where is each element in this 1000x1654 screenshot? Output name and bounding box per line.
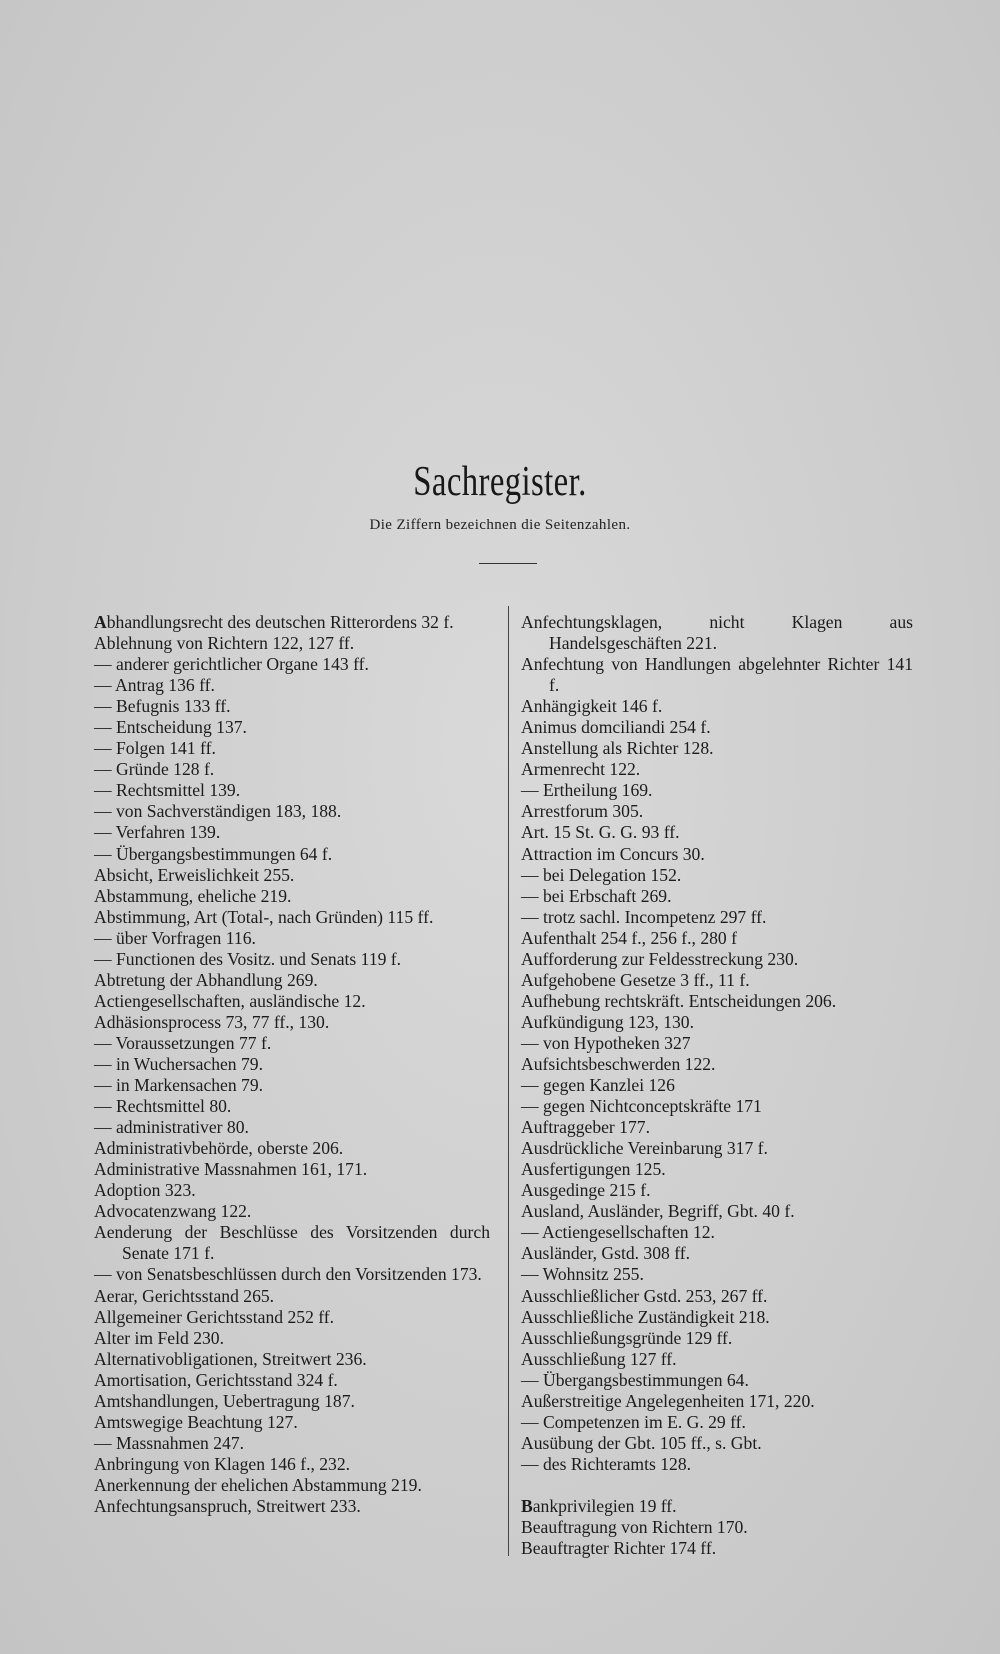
index-entry [521,1307,913,1328]
index-entry [521,801,913,822]
index-entry [521,928,913,949]
index-entry [94,865,490,886]
index-entry-text: Advocatenzwang 122. [94,1201,252,1222]
index-entry-text: Administrativbehörde, oberste 206. [94,1138,344,1159]
index-entry-text: — Übergangsbestimmungen 64. [521,1369,749,1390]
index-entry [94,1264,490,1285]
index-entry-text: — Gründe 128 f. [94,759,215,780]
index-entry-text: Aufsichtsbeschwerden 122. [521,1053,716,1074]
index-entry [521,1538,913,1559]
index-entry-text: Aufforderung zur Feldesstreckung 230. [521,948,799,969]
index-entry-text: — Folgen 141 ff. [94,738,216,759]
index-entry [94,1307,490,1328]
index-entry [94,780,490,801]
index-entry-text: Anfechtungsklagen, nicht Klagen aus Handelsgeschäften 221. [521,612,913,654]
index-entry [521,1117,913,1138]
index-entry-initial: B [521,1495,533,1516]
index-entry [94,1328,490,1349]
index-entry-text: — Wohnsitz 255. [521,1264,644,1285]
index-entry-text: Amtswegige Beachtung 127. [94,1411,298,1432]
index-entry-text: — anderer gerichtlicher Organe 143 ff. [94,654,369,675]
index-entry [94,949,490,970]
index-entry-text: Ausgedinge 215 f. [521,1180,651,1201]
index-entry-text: — Massnahmen 247. [94,1432,245,1453]
index-entry-text: ankprivilegien 19 ff. [532,1495,677,1516]
index-entry [521,1159,913,1180]
index-entry [94,970,490,991]
index-entry-text: — Ertheilung 169. [521,780,653,801]
index-entry [94,1222,490,1264]
index-entry-text: Anstellung als Richter 128. [521,738,714,759]
index-entry [94,801,490,822]
index-entry-text: — Übergangsbestimmungen 64 f. [94,843,333,864]
index-entry [94,1370,490,1391]
index-entry [94,759,490,780]
index-entry-text: — Entscheidung 137. [94,717,247,738]
index-entry-text: Aufkündigung 123, 130. [521,1011,694,1032]
index-entry [521,717,913,738]
index-entry [94,886,490,907]
index-entry-text: Ausschließung 127 ff. [521,1348,677,1369]
index-entry [521,654,913,696]
index-entry [521,696,913,717]
index-entry [521,780,913,801]
index-entry-text: Anhängigkeit 146 f. [521,696,663,717]
index-entry-text: bhandlungsrecht des deutschen Ritterordens 32 f. [106,612,454,632]
index-entry [521,1517,913,1538]
index-entry [521,1370,913,1391]
index-entry-text: Ausländer, Gstd. 308 ff. [521,1243,691,1264]
index-entry [521,1222,913,1243]
index-entry-text: — administrativer 80. [94,1117,249,1138]
index-entry [521,1454,913,1475]
index-entry [521,844,913,865]
index-entry [94,654,490,675]
index-entry [521,1412,913,1433]
index-entry [94,1475,490,1496]
index-entry-text: Aufenthalt 254 f., 256 f., 280 f [521,927,737,948]
index-entry-text: Abtretung der Abhandlung 269. [94,969,318,990]
index-entry-text: Ausschließliche Zuständigkeit 218. [521,1306,770,1327]
index-entry-text: Alter im Feld 230. [94,1327,224,1348]
index-entry [521,1264,913,1285]
index-entry-text: Abstammung, eheliche 219. [94,885,292,906]
index-entry-text: — Verfahren 139. [94,822,221,843]
index-entry-text: Anfechtungsanspruch, Streitwert 233. [94,1495,361,1516]
index-entry [94,1349,490,1370]
index-entry [94,1180,490,1201]
index-entry [94,696,490,717]
index-entry [521,1180,913,1201]
index-entry-text: Adoption 323. [94,1180,196,1201]
index-entry-text: Anerkennung der ehelichen Abstammung 219. [94,1474,422,1495]
index-entry-text: — bei Erbschaft 269. [521,885,672,906]
index-entry [521,1286,913,1307]
index-entry-text: — gegen Kanzlei 126 [521,1075,675,1096]
index-entry [94,928,490,949]
index-entry [521,822,913,843]
index-entry [521,612,913,654]
index-entry-text: Allgemeiner Gerichtsstand 252 ff. [94,1306,335,1327]
index-entry-text: Ausschließlicher Gstd. 253, 267 ff. [521,1285,768,1306]
index-entry [94,991,490,1012]
index-entry-text: Ausfertigungen 125. [521,1159,666,1180]
index-entry [521,1496,913,1517]
index-entry [94,907,490,928]
index-entry-text: Aerar, Gerichtsstand 265. [94,1285,275,1306]
index-entry-text: — bei Delegation 152. [521,864,682,885]
index-entry-text: Aufhebung rechtskräft. Entscheidungen 206. [521,990,837,1011]
index-entry-text: Actiengesellschaften, ausländische 12. [94,990,366,1011]
index-entry [521,1391,913,1412]
index-entry [521,1201,913,1222]
index-entry [94,1117,490,1138]
index-entry-text: — trotz sachl. Incompetenz 297 ff. [521,906,767,927]
index-entry [94,612,490,633]
index-entry-text: Aenderung der Beschlüsse des Vorsitzenden durch Senate 171 f. [94,1222,490,1264]
index-entry [94,844,490,865]
index-entry [94,1012,490,1033]
index-entry-text: Anfechtung von Handlungen abgelehnter Richter 141 f. [521,654,913,696]
index-entry-text: — Antrag 136 ff. [94,675,215,696]
index-entry [521,1096,913,1117]
index-entry [521,1243,913,1264]
index-entry-text: — über Vorfragen 116. [94,927,256,948]
index-entry [94,1286,490,1307]
index-entry-text: — Competenzen im E. G. 29 ff. [521,1411,746,1432]
index-entry-text: Beauftragter Richter 174 ff. [521,1538,717,1559]
index-entry-text: — in Markensachen 79. [94,1075,264,1096]
index-entry-text: Ausübung der Gbt. 105 ff., s. Gbt. [521,1432,762,1453]
index-entry [94,738,490,759]
index-entry [521,886,913,907]
index-entry-text: Alternativobligationen, Streitwert 236. [94,1348,367,1369]
index-entry-text: Attraction im Concurs 30. [521,843,705,864]
page-title: Sachregister. [413,459,587,505]
index-entry-text: Anbringung von Klagen 146 f., 232. [94,1453,351,1474]
index-entry [521,970,913,991]
index-entry [521,865,913,886]
index-entry [94,1159,490,1180]
index-entry-text: — Rechtsmittel 80. [94,1096,232,1117]
index-entry-text: — gegen Nichtconceptskräfte 171 [521,1096,762,1117]
index-entry-text: Arrestforum 305. [521,801,644,822]
index-entry [521,1012,913,1033]
index-entry-text: Art. 15 St. G. G. 93 ff. [521,822,680,843]
index-entry [94,1496,490,1517]
index-entry [521,1033,913,1054]
index-entry-text: Ausschließungsgründe 129 ff. [521,1327,733,1348]
index-entry-text: — von Sachverständigen 183, 188. [94,801,342,822]
index-entry-text: Aufgehobene Gesetze 3 ff., 11 f. [521,969,750,990]
index-column-left [94,612,490,1517]
index-entry-text: Absicht, Erweislichkeit 255. [94,864,295,885]
index-entry [94,1391,490,1412]
index-entry-text: Amtshandlungen, Uebertragung 187. [94,1390,355,1411]
index-entry [521,1433,913,1454]
index-entry-text: Außerstreitige Angelegenheiten 171, 220. [521,1390,815,1411]
page-subtitle: Die Ziffern bezeichnen die Seitenzahlen. [369,517,631,533]
index-entry [94,1454,490,1475]
index-entry [94,1033,490,1054]
index-entry [521,907,913,928]
index-entry [521,1328,913,1349]
index-entry [94,822,490,843]
index-entry [521,1349,913,1370]
index-entry [94,717,490,738]
index-entry-initial: A [94,612,107,632]
index-entry-text: Ausland, Ausländer, Begriff, Gbt. 40 f. [521,1201,795,1222]
index-entry [521,949,913,970]
index-entry-text: Abstimmung, Art (Total-, nach Gründen) 115 ff. [94,906,434,927]
column-divider [508,606,509,1556]
index-entry [94,1096,490,1117]
index-entry [521,991,913,1012]
index-entry-text: Administrative Massnahmen 161, 171. [94,1159,368,1180]
index-entry-text: Auftraggeber 177. [521,1117,650,1138]
index-entry-text: Adhäsionsprocess 73, 77 ff., 130. [94,1011,330,1032]
index-column-right [521,612,913,1559]
title-divider [479,563,537,564]
index-entry-text: Animus domciliandi 254 f. [521,717,711,738]
index-entry [94,1054,490,1075]
index-entry-text: — von Senatsbeschlüssen durch den Vorsitzenden 173. [94,1264,482,1285]
index-entry [94,1201,490,1222]
index-entry [521,759,913,780]
index-entry-text: — Befugnis 133 ff. [94,696,231,717]
index-entry-text: Armenrecht 122. [521,759,641,780]
index-entry-text: Amortisation, Gerichtsstand 324 f. [94,1369,338,1390]
index-entry [94,675,490,696]
index-entry-text: — Rechtsmittel 139. [94,780,241,801]
index-entry-text: — Voraussetzungen 77 f. [94,1032,272,1053]
index-entry [94,1138,490,1159]
index-entry [94,1433,490,1454]
index-entry [521,1138,913,1159]
index-entry [521,1075,913,1096]
index-entry-text: Beauftragung von Richtern 170. [521,1516,748,1537]
index-entry-text: — Actiengesellschaften 12. [521,1222,715,1243]
index-entry-text: — des Richteramts 128. [521,1453,692,1474]
index-entry-text: Ablehnung von Richtern 122, 127 ff. [94,633,355,654]
index-entry [94,633,490,654]
index-entry [521,738,913,759]
index-entry [94,1075,490,1096]
index-entry [521,1054,913,1075]
index-entry-text: — in Wuchersachen 79. [94,1053,263,1074]
index-entry-text: — von Hypotheken 327 [521,1032,691,1053]
index-entry-text: — Functionen des Vositz. und Senats 119 f. [94,948,402,969]
index-entry [94,1412,490,1433]
index-entry-text: Ausdrückliche Vereinbarung 317 f. [521,1138,768,1159]
